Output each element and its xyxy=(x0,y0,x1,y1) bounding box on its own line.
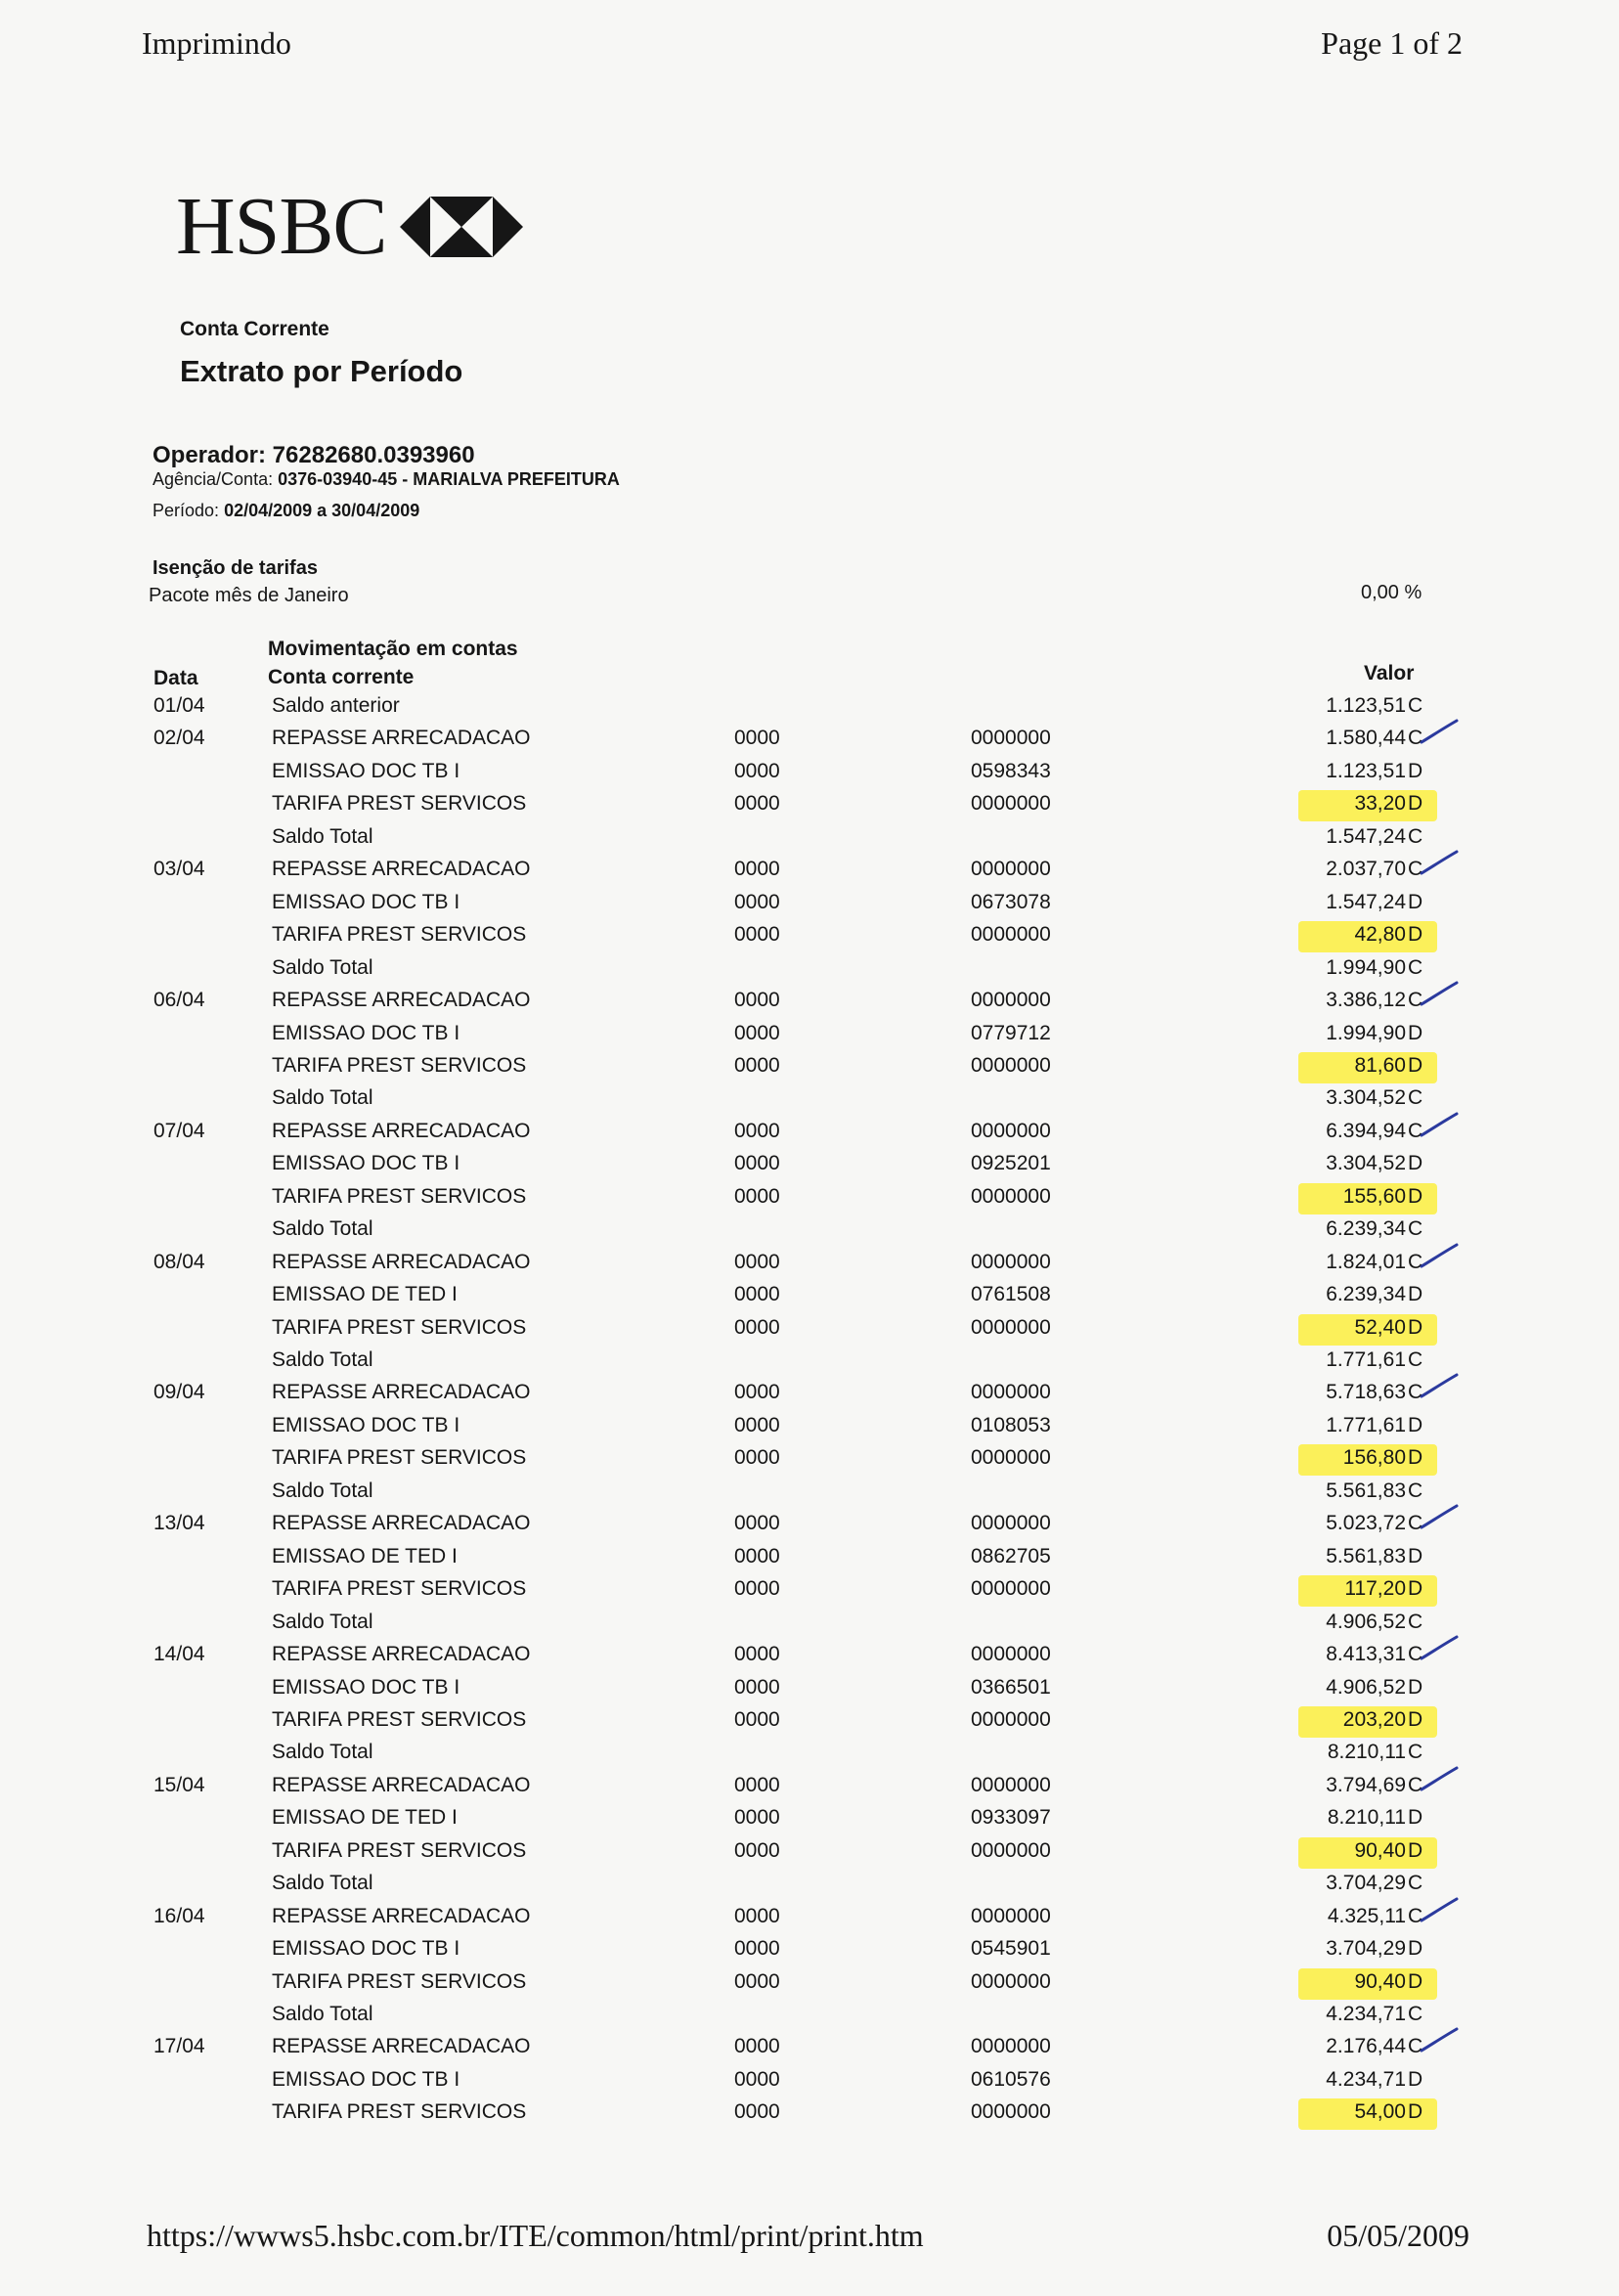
cell-value: 6.394,94 xyxy=(1326,1120,1406,1142)
cell-document: 0000000 xyxy=(971,858,1051,880)
cell-value: 4.234,71 xyxy=(1326,2003,1406,2025)
cell-date: 17/04 xyxy=(153,2035,205,2057)
cell-value: 1.771,61 xyxy=(1326,1414,1406,1436)
table-row xyxy=(0,1545,1619,1578)
cell-value: 3.704,29 xyxy=(1326,1937,1406,1960)
table-row xyxy=(0,1185,1619,1218)
cell-document: 0108053 xyxy=(971,1414,1051,1436)
cell-value: 6.239,34 xyxy=(1326,1283,1406,1305)
cell-description: EMISSAO DOC TB I xyxy=(272,1676,460,1699)
cell-agency: 0000 xyxy=(734,923,780,946)
table-row xyxy=(0,1643,1619,1676)
cell-value: 33,20 xyxy=(1354,792,1406,815)
cell-debit-credit: D xyxy=(1408,1970,1423,1993)
cell-date: 01/04 xyxy=(153,694,205,717)
checkmark-icon xyxy=(1420,2027,1459,2054)
cell-agency: 0000 xyxy=(734,792,780,815)
print-header-title: Imprimindo xyxy=(142,25,291,61)
cell-debit-credit: D xyxy=(1408,1283,1423,1305)
cell-agency: 0000 xyxy=(734,1708,780,1731)
cell-document: 0366501 xyxy=(971,1676,1051,1699)
cell-document: 0779712 xyxy=(971,1022,1051,1044)
cell-description: TARIFA PREST SERVICOS xyxy=(272,923,527,946)
cell-debit-credit: C xyxy=(1408,825,1423,848)
cell-document: 0000000 xyxy=(971,989,1051,1011)
cell-debit-credit: C xyxy=(1408,1774,1423,1796)
cell-value: 3.704,29 xyxy=(1326,1872,1406,1894)
cell-description: EMISSAO DOC TB I xyxy=(272,891,460,913)
checkmark-icon xyxy=(1420,1243,1459,1270)
account-type-label: Conta Corrente xyxy=(180,318,329,340)
cell-debit-credit: D xyxy=(1408,1185,1423,1208)
cell-description: Saldo Total xyxy=(272,1872,373,1894)
cell-value: 1.824,01 xyxy=(1326,1251,1406,1273)
cell-document: 0000000 xyxy=(971,1774,1051,1796)
print-footer-date: 05/05/2009 xyxy=(1327,2218,1469,2253)
cell-value: 42,80 xyxy=(1354,923,1406,946)
cell-debit-credit: C xyxy=(1408,2035,1423,2057)
cell-agency: 0000 xyxy=(734,1839,780,1862)
cell-agency: 0000 xyxy=(734,1152,780,1174)
cell-debit-credit: C xyxy=(1408,956,1423,979)
cell-debit-credit: D xyxy=(1408,923,1423,946)
cell-document: 0933097 xyxy=(971,1806,1051,1829)
cell-document: 0000000 xyxy=(971,1054,1051,1077)
cell-debit-credit: D xyxy=(1408,1316,1423,1339)
cell-agency: 0000 xyxy=(734,2035,780,2057)
cell-document: 0000000 xyxy=(971,1512,1051,1534)
cell-debit-credit: C xyxy=(1408,1905,1423,1927)
cell-value: 2.037,70 xyxy=(1326,858,1406,880)
print-footer-url: https://wwws5.hsbc.com.br/ITE/common/html/print/print.htm xyxy=(147,2218,924,2253)
cell-value: 5.561,83 xyxy=(1326,1545,1406,1567)
agency-value: 0376-03940-45 - MARIALVA PREFEITURA xyxy=(278,469,620,489)
table-row xyxy=(0,1479,1619,1513)
cell-debit-credit: D xyxy=(1408,1545,1423,1567)
cell-agency: 0000 xyxy=(734,1316,780,1339)
cell-debit-credit: D xyxy=(1408,1152,1423,1174)
cell-value: 52,40 xyxy=(1354,1316,1406,1339)
cell-description: REPASSE ARRECADACAO xyxy=(272,2035,531,2057)
cell-agency: 0000 xyxy=(734,2068,780,2091)
table-row xyxy=(0,727,1619,760)
cell-document: 0000000 xyxy=(971,727,1051,749)
cell-debit-credit: D xyxy=(1408,1839,1423,1862)
table-row xyxy=(0,1316,1619,1349)
cell-debit-credit: D xyxy=(1408,1054,1423,1077)
cell-agency: 0000 xyxy=(734,1512,780,1534)
period-value: 02/04/2009 a 30/04/2009 xyxy=(224,501,420,520)
cell-agency: 0000 xyxy=(734,989,780,1011)
checkmark-icon xyxy=(1420,1897,1459,1924)
print-page-number: Page 1 of 2 xyxy=(1321,25,1463,61)
exemption-package: Pacote mês de Janeiro xyxy=(149,585,349,606)
statement-title: Extrato por Período xyxy=(180,354,463,388)
cell-description: Saldo Total xyxy=(272,1086,373,1109)
cell-value: 4.906,52 xyxy=(1326,1611,1406,1633)
cell-value: 3.794,69 xyxy=(1326,1774,1406,1796)
cell-value: 3.304,52 xyxy=(1326,1086,1406,1109)
cell-agency: 0000 xyxy=(734,858,780,880)
cell-date: 08/04 xyxy=(153,1251,205,1273)
table-row xyxy=(0,1708,1619,1742)
table-row xyxy=(0,1381,1619,1414)
cell-agency: 0000 xyxy=(734,1054,780,1077)
cell-description: EMISSAO DE TED I xyxy=(272,1545,458,1567)
cell-date: 06/04 xyxy=(153,989,205,1011)
cell-agency: 0000 xyxy=(734,1905,780,1927)
cell-value: 5.023,72 xyxy=(1326,1512,1406,1534)
table-row xyxy=(0,1806,1619,1839)
cell-description: TARIFA PREST SERVICOS xyxy=(272,792,527,815)
cell-agency: 0000 xyxy=(734,1577,780,1600)
checkmark-icon xyxy=(1420,1373,1459,1400)
cell-value: 1.547,24 xyxy=(1326,825,1406,848)
cell-value: 155,60 xyxy=(1342,1185,1406,1208)
cell-value: 1.580,44 xyxy=(1326,727,1406,749)
cell-debit-credit: C xyxy=(1408,2003,1423,2025)
cell-description: REPASSE ARRECADACAO xyxy=(272,1381,531,1403)
cell-description: TARIFA PREST SERVICOS xyxy=(272,1970,527,1993)
cell-debit-credit: C xyxy=(1408,1217,1423,1240)
checkmark-icon xyxy=(1420,1112,1459,1139)
cell-debit-credit: D xyxy=(1408,2068,1423,2091)
cell-description: Saldo Total xyxy=(272,2003,373,2025)
table-row xyxy=(0,1283,1619,1316)
table-row xyxy=(0,989,1619,1022)
cell-agency: 0000 xyxy=(734,1414,780,1436)
table-row xyxy=(0,760,1619,793)
cell-debit-credit: C xyxy=(1408,1512,1423,1534)
table-row xyxy=(0,956,1619,990)
cell-description: REPASSE ARRECADACAO xyxy=(272,989,531,1011)
cell-agency: 0000 xyxy=(734,1676,780,1699)
table-row xyxy=(0,891,1619,924)
cell-document: 0673078 xyxy=(971,891,1051,913)
cell-debit-credit: C xyxy=(1408,727,1423,749)
table-row xyxy=(0,1872,1619,1905)
cell-date: 14/04 xyxy=(153,1643,205,1665)
cell-date: 07/04 xyxy=(153,1120,205,1142)
cell-debit-credit: C xyxy=(1408,1611,1423,1633)
cell-value: 3.304,52 xyxy=(1326,1152,1406,1174)
cell-document: 0000000 xyxy=(971,2035,1051,2057)
cell-debit-credit: D xyxy=(1408,1414,1423,1436)
cell-description: Saldo Total xyxy=(272,956,373,979)
cell-date: 09/04 xyxy=(153,1381,205,1403)
cell-description: EMISSAO DE TED I xyxy=(272,1806,458,1829)
table-row xyxy=(0,1217,1619,1251)
cell-agency: 0000 xyxy=(734,1185,780,1208)
cell-value: 81,60 xyxy=(1354,1054,1406,1077)
cell-document: 0000000 xyxy=(971,1839,1051,1862)
cell-debit-credit: C xyxy=(1408,1251,1423,1273)
cell-description: REPASSE ARRECADACAO xyxy=(272,1120,531,1142)
cell-document: 0761508 xyxy=(971,1283,1051,1305)
cell-value: 4.325,11 xyxy=(1327,1905,1406,1927)
cell-agency: 0000 xyxy=(734,1381,780,1403)
cell-document: 0000000 xyxy=(971,1316,1051,1339)
cell-description: TARIFA PREST SERVICOS xyxy=(272,1316,527,1339)
table-row xyxy=(0,1577,1619,1611)
cell-agency: 0000 xyxy=(734,1251,780,1273)
checkmark-icon xyxy=(1420,1635,1459,1662)
cell-document: 0862705 xyxy=(971,1545,1051,1567)
cell-document: 0598343 xyxy=(971,760,1051,782)
cell-document: 0000000 xyxy=(971,1120,1051,1142)
cell-debit-credit: C xyxy=(1408,1872,1423,1894)
table-row xyxy=(0,1251,1619,1284)
cell-description: REPASSE ARRECADACAO xyxy=(272,1905,531,1927)
cell-document: 0000000 xyxy=(971,1381,1051,1403)
cell-debit-credit: C xyxy=(1408,1381,1423,1403)
cell-debit-credit: C xyxy=(1408,858,1423,880)
table-row xyxy=(0,694,1619,728)
cell-description: EMISSAO DOC TB I xyxy=(272,1152,460,1174)
cell-agency: 0000 xyxy=(734,1970,780,1993)
cell-document: 0000000 xyxy=(971,923,1051,946)
cell-description: REPASSE ARRECADACAO xyxy=(272,1774,531,1796)
cell-description: EMISSAO DOC TB I xyxy=(272,2068,460,2091)
cell-value: 117,20 xyxy=(1344,1577,1406,1600)
checkmark-icon xyxy=(1420,981,1459,1008)
cell-value: 4.906,52 xyxy=(1326,1676,1406,1699)
header-account: Conta corrente xyxy=(268,666,415,688)
cell-description: EMISSAO DE TED I xyxy=(272,1283,458,1305)
table-row xyxy=(0,1086,1619,1120)
cell-debit-credit: C xyxy=(1408,1479,1423,1502)
cell-value: 2.176,44 xyxy=(1326,2035,1406,2057)
cell-agency: 0000 xyxy=(734,1774,780,1796)
cell-debit-credit: D xyxy=(1408,1022,1423,1044)
table-row xyxy=(0,1741,1619,1774)
table-row xyxy=(0,1414,1619,1447)
cell-document: 0545901 xyxy=(971,1937,1051,1960)
cell-agency: 0000 xyxy=(734,727,780,749)
cell-value: 203,20 xyxy=(1342,1708,1406,1731)
table-row xyxy=(0,2035,1619,2068)
cell-debit-credit: C xyxy=(1408,1348,1423,1371)
cell-document: 0000000 xyxy=(971,1708,1051,1731)
logo-text: HSBC xyxy=(176,181,387,272)
cell-date: 16/04 xyxy=(153,1905,205,1927)
table-row xyxy=(0,923,1619,956)
cell-description: TARIFA PREST SERVICOS xyxy=(272,1446,527,1469)
table-row xyxy=(0,1905,1619,1938)
cell-document: 0610576 xyxy=(971,2068,1051,2091)
cell-debit-credit: C xyxy=(1408,989,1423,1011)
cell-description: TARIFA PREST SERVICOS xyxy=(272,1185,527,1208)
header-movement: Movimentação em contas xyxy=(268,638,518,660)
cell-value: 90,40 xyxy=(1354,1839,1406,1862)
table-row xyxy=(0,792,1619,825)
cell-agency: 0000 xyxy=(734,891,780,913)
cell-debit-credit: D xyxy=(1408,891,1423,913)
cell-debit-credit: D xyxy=(1408,1806,1423,1829)
cell-description: REPASSE ARRECADACAO xyxy=(272,1512,531,1534)
cell-debit-credit: C xyxy=(1408,1086,1423,1109)
cell-debit-credit: C xyxy=(1408,694,1423,717)
cell-value: 5.718,63 xyxy=(1326,1381,1406,1403)
cell-document: 0000000 xyxy=(971,1446,1051,1469)
cell-document: 0000000 xyxy=(971,1185,1051,1208)
cell-description: TARIFA PREST SERVICOS xyxy=(272,2100,527,2123)
period-label: Período: xyxy=(153,501,220,520)
cell-agency: 0000 xyxy=(734,760,780,782)
cell-description: REPASSE ARRECADACAO xyxy=(272,1643,531,1665)
cell-value: 156,80 xyxy=(1342,1446,1406,1469)
table-row xyxy=(0,1512,1619,1545)
cell-date: 02/04 xyxy=(153,727,205,749)
table-row xyxy=(0,1022,1619,1055)
cell-document: 0925201 xyxy=(971,1152,1051,1174)
cell-value: 1.994,90 xyxy=(1326,956,1406,979)
cell-document: 0000000 xyxy=(971,1905,1051,1927)
table-row xyxy=(0,1970,1619,2004)
cell-value: 1.547,24 xyxy=(1326,891,1406,913)
table-row xyxy=(0,1839,1619,1873)
checkmark-icon xyxy=(1420,1504,1459,1531)
cell-value: 1.771,61 xyxy=(1326,1348,1406,1371)
cell-agency: 0000 xyxy=(734,1545,780,1567)
table-row xyxy=(0,1054,1619,1087)
checkmark-icon xyxy=(1420,719,1459,746)
cell-date: 03/04 xyxy=(153,858,205,880)
cell-description: TARIFA PREST SERVICOS xyxy=(272,1054,527,1077)
cell-agency: 0000 xyxy=(734,1446,780,1469)
cell-agency: 0000 xyxy=(734,1283,780,1305)
cell-date: 15/04 xyxy=(153,1774,205,1796)
cell-debit-credit: D xyxy=(1408,792,1423,815)
cell-description: Saldo Total xyxy=(272,1479,373,1502)
cell-description: REPASSE ARRECADACAO xyxy=(272,1251,531,1273)
cell-agency: 0000 xyxy=(734,1643,780,1665)
cell-value: 8.210,11 xyxy=(1327,1741,1406,1763)
cell-debit-credit: D xyxy=(1408,1676,1423,1699)
cell-agency: 0000 xyxy=(734,1937,780,1960)
cell-document: 0000000 xyxy=(971,1970,1051,1993)
cell-value: 4.234,71 xyxy=(1326,2068,1406,2091)
cell-debit-credit: D xyxy=(1408,1937,1423,1960)
cell-description: REPASSE ARRECADACAO xyxy=(272,858,531,880)
cell-value: 1.123,51 xyxy=(1326,694,1406,717)
cell-description: Saldo Total xyxy=(272,1741,373,1763)
cell-agency: 0000 xyxy=(734,1022,780,1044)
table-row xyxy=(0,2003,1619,2036)
table-row xyxy=(0,858,1619,891)
cell-debit-credit: C xyxy=(1408,1120,1423,1142)
checkmark-icon xyxy=(1420,850,1459,877)
cell-debit-credit: C xyxy=(1408,1643,1423,1665)
cell-value: 54,00 xyxy=(1354,2100,1406,2123)
cell-description: Saldo Total xyxy=(272,825,373,848)
cell-description: EMISSAO DOC TB I xyxy=(272,1022,460,1044)
agency-label: Agência/Conta: xyxy=(153,469,274,489)
agency-account-line xyxy=(153,469,620,490)
table-row xyxy=(0,1120,1619,1153)
cell-description: Saldo Total xyxy=(272,1611,373,1633)
cell-debit-credit: D xyxy=(1408,1577,1423,1600)
cell-value: 8.210,11 xyxy=(1327,1806,1406,1829)
cell-agency: 0000 xyxy=(734,2100,780,2123)
hsbc-logo xyxy=(176,181,523,272)
table-row xyxy=(0,1348,1619,1382)
cell-debit-credit: D xyxy=(1408,2100,1423,2123)
cell-description: EMISSAO DOC TB I xyxy=(272,760,460,782)
cell-document: 0000000 xyxy=(971,792,1051,815)
cell-description: Saldo anterior xyxy=(272,694,400,717)
checkmark-icon xyxy=(1420,1766,1459,1793)
cell-description: TARIFA PREST SERVICOS xyxy=(272,1577,527,1600)
cell-agency: 0000 xyxy=(734,1806,780,1829)
table-row xyxy=(0,2100,1619,2134)
cell-value: 90,40 xyxy=(1354,1970,1406,1993)
table-row xyxy=(0,1937,1619,1970)
cell-value: 1.123,51 xyxy=(1326,760,1406,782)
cell-value: 3.386,12 xyxy=(1326,989,1406,1011)
cell-description: EMISSAO DOC TB I xyxy=(272,1414,460,1436)
hsbc-hexagon-icon xyxy=(400,195,523,259)
exemption-title: Isenção de tarifas xyxy=(153,557,318,579)
table-row xyxy=(0,825,1619,859)
header-value: Valor xyxy=(1364,662,1415,684)
cell-description: REPASSE ARRECADACAO xyxy=(272,727,531,749)
cell-document: 0000000 xyxy=(971,1251,1051,1273)
cell-value: 5.561,83 xyxy=(1326,1479,1406,1502)
cell-document: 0000000 xyxy=(971,1577,1051,1600)
cell-description: TARIFA PREST SERVICOS xyxy=(272,1839,527,1862)
period-line xyxy=(153,501,419,521)
table-row xyxy=(0,1611,1619,1644)
cell-date: 13/04 xyxy=(153,1512,205,1534)
cell-description: TARIFA PREST SERVICOS xyxy=(272,1708,527,1731)
cell-agency: 0000 xyxy=(734,1120,780,1142)
table-row xyxy=(0,1774,1619,1807)
cell-document: 0000000 xyxy=(971,2100,1051,2123)
table-row xyxy=(0,1446,1619,1479)
cell-description: EMISSAO DOC TB I xyxy=(272,1937,460,1960)
cell-debit-credit: D xyxy=(1408,1708,1423,1731)
cell-debit-credit: C xyxy=(1408,1741,1423,1763)
cell-value: 8.413,31 xyxy=(1326,1643,1406,1665)
table-row xyxy=(0,1676,1619,1709)
header-date: Data xyxy=(153,667,198,689)
exemption-rate: 0,00 % xyxy=(1361,582,1422,603)
table-row xyxy=(0,2068,1619,2101)
cell-debit-credit: D xyxy=(1408,760,1423,782)
cell-description: Saldo Total xyxy=(272,1348,373,1371)
cell-value: 1.994,90 xyxy=(1326,1022,1406,1044)
cell-debit-credit: D xyxy=(1408,1446,1423,1469)
cell-document: 0000000 xyxy=(971,1643,1051,1665)
cell-description: Saldo Total xyxy=(272,1217,373,1240)
table-row xyxy=(0,1152,1619,1185)
cell-value: 6.239,34 xyxy=(1326,1217,1406,1240)
operator-line: Operador: 76282680.0393960 xyxy=(153,442,475,468)
